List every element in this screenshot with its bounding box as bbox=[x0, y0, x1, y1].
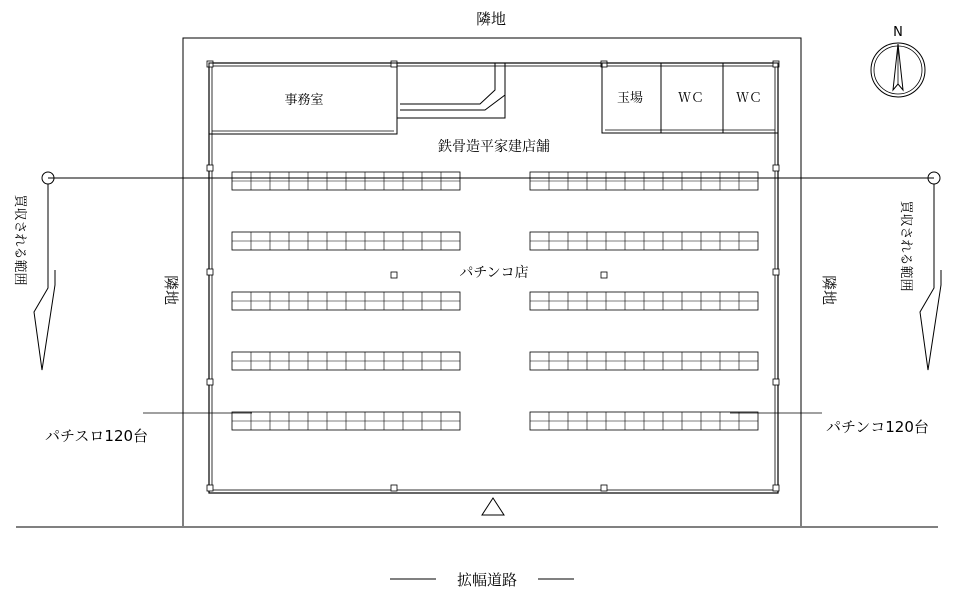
break-line-right bbox=[920, 184, 941, 370]
column-marker bbox=[207, 61, 213, 67]
column-marker bbox=[207, 269, 213, 275]
machine-row-right bbox=[530, 412, 758, 430]
machine-row-right bbox=[530, 352, 758, 370]
column-marker bbox=[207, 165, 213, 171]
machine-row-left bbox=[232, 292, 460, 310]
north-label: N bbox=[893, 25, 903, 40]
office-label: 事務室 bbox=[284, 93, 324, 108]
column-marker bbox=[391, 61, 397, 67]
machine-row-right bbox=[530, 232, 758, 250]
machine-row-right bbox=[530, 292, 758, 310]
column-marker bbox=[391, 272, 397, 278]
store-name-label: パチンコ店 bbox=[459, 265, 529, 281]
machine-row-left bbox=[232, 352, 460, 370]
label-acquired-left: 買収される範囲 bbox=[12, 194, 27, 286]
label-neighbor-top: 隣地 bbox=[475, 10, 507, 28]
column-marker bbox=[601, 485, 607, 491]
road-label: 拡幅道路 bbox=[456, 571, 518, 589]
prize-room-label: 玉場 bbox=[616, 91, 644, 106]
column-marker bbox=[207, 379, 213, 385]
machine-rows bbox=[232, 172, 758, 430]
north-arrow-icon bbox=[871, 25, 925, 97]
label-neighbor-right: 隣地 bbox=[820, 274, 838, 306]
machines-left-label: パチスロ120台 bbox=[45, 427, 149, 445]
site-boundary bbox=[183, 38, 801, 526]
machine-row-right bbox=[530, 172, 758, 190]
column-marker bbox=[207, 485, 213, 491]
column-marker bbox=[773, 269, 779, 275]
label-acquired-right: 買収される範囲 bbox=[898, 200, 913, 292]
machine-row-left bbox=[232, 232, 460, 250]
column-marker bbox=[773, 485, 779, 491]
column-marker bbox=[773, 165, 779, 171]
wc-label-2: ＷＣ bbox=[735, 91, 763, 106]
label-neighbor-left: 隣地 bbox=[162, 274, 180, 306]
column-marker bbox=[601, 272, 607, 278]
break-line-left bbox=[34, 184, 55, 370]
machines-right-label: パチンコ120台 bbox=[826, 418, 929, 436]
column-marker bbox=[773, 379, 779, 385]
machine-row-left bbox=[232, 412, 460, 430]
stair-area bbox=[397, 63, 505, 118]
building-title: 鉄骨造平家建店舗 bbox=[438, 139, 550, 155]
column-marker bbox=[391, 485, 397, 491]
entrance-marker bbox=[482, 498, 504, 515]
wc-label-1: ＷＣ bbox=[677, 91, 705, 106]
machine-row-left bbox=[232, 172, 460, 190]
